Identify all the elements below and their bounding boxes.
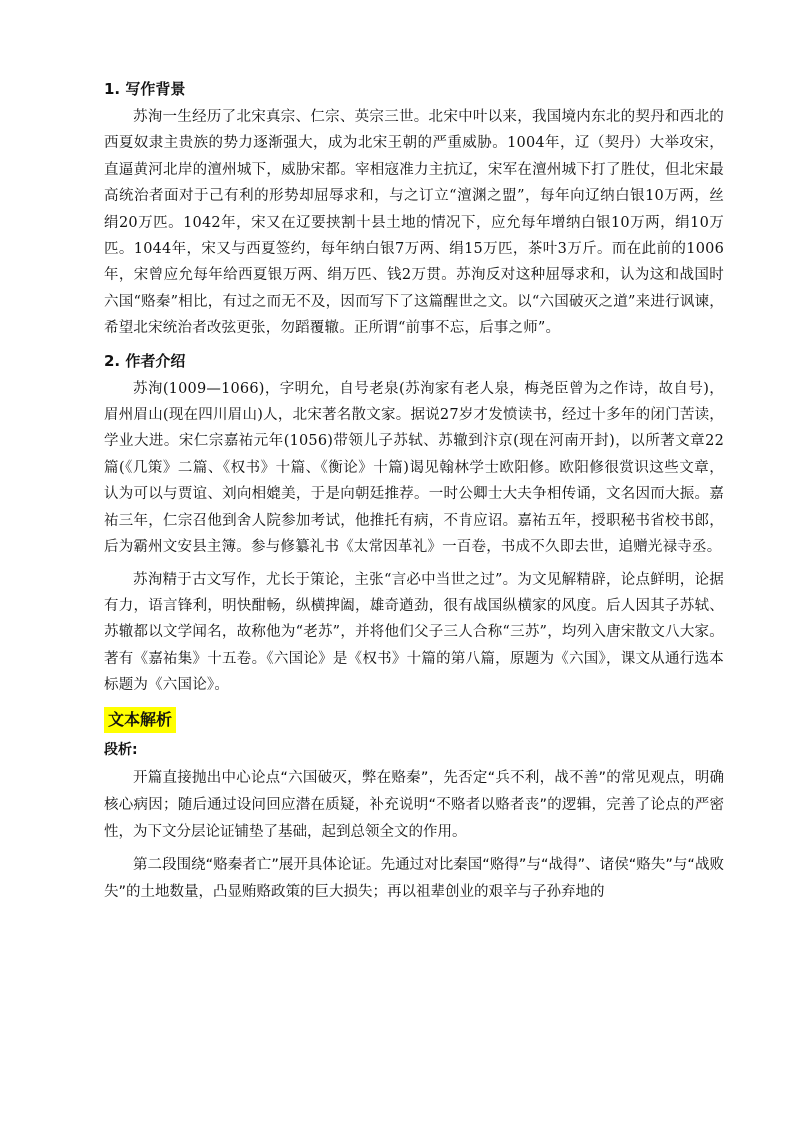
analysis-paragraph-1: 开篇直接抛出中心论点“六国破灭，弊在赂秦”，先否定“兵不利，战不善”的常见观点，明确核心病因；随后通过设问回应潜在质疑，补充说明“不赂者以赂者丧”的逻辑，完善了论点的严密性，为下文分层论证铺垫了基础，起到总领全文的作用。 <box>104 769 724 840</box>
document-body <box>104 76 724 906</box>
analysis-paragraph-2: 第二段围绕“赂秦者亡”展开具体论证。先通过对比秦国“赂得”与“战得”、诸侯“赂失”与“战败失”的土地数量，凸显贿赂政策的巨大损失；再以祖辈创业的艰辛与子孙弃地的 <box>104 856 724 900</box>
section-heading-author: 2. 作者介绍 <box>104 351 186 370</box>
author-paragraph-1: 苏洵(1009—1066)，字明允，自号老泉(苏洵家有老人泉，梅尧臣曾为之作诗，故自号)，眉州眉山(现在四川眉山)人，北宋著名散文家。据说27岁才发愤读书，经过十多年的闭门苦读，学业大进。宋仁宗嘉祐元年(1056)带领儿子苏轼、苏辙到汴京(现在河南开封)，以所著文章22篇(《几策》二篇、《权书》十篇、《衡论》十篇)谒见翰林学士欧阳修。欧阳修很赏识这些文章，认为可以与贾谊、刘向相媲美，于是向朝廷推荐。一时公卿士大夫争相传诵，文名因而大振。嘉祐三年，仁宗召他到舍人院参加考试，他推托有病，不肯应诏。嘉祐五年，授职秘书省校书郎，后为霸州文安县主簿。参与修纂礼书《太常因革礼》一百卷，书成不久即去世，追赠光禄寺丞。 <box>104 380 724 556</box>
analysis-section-title: 文本解析 <box>104 707 176 733</box>
section-heading-background: 1. 写作背景 <box>104 80 186 98</box>
background-paragraph: 苏洵一生经历了北宋真宗、仁宗、英宗三世。北宋中叶以来，我国境内东北的契丹和西北的西夏奴隶主贵族的势力逐渐强大，成为北宋王朝的严重威胁。1004年，辽（契丹）大举攻宋，直逼黄河北岸的澶州城下，威胁宋都。宰相寇准力主抗辽，宋军在澶州城下打了胜仗，但北宋最高统治者面对于己有利的形势却屈辱求和，与之订立“澶渊之盟”，每年向辽纳白银10万两，丝绢20万匹。1042年，宋又在辽要挟割十县土地的情况下，应允每年增纳白银10万两，绢10万匹。1044年，宋又与西夏签约，每年纳白银7万两、绢15万匹，茶叶3万斤。而在此前的1006年，宋曾应允每年给西夏银万两、绢万匹、钱2万贯。苏洵反对这种屈辱求和，认为这和战国时六国“赂秦”相比，有过之而无不及，因而写下了这篇醒世之文。以“六国破灭之道”来进行讽谏，希望北宋统治者改弦更张，勿蹈覆辙。正所谓“前事不忘，后事之师”。 <box>104 109 724 337</box>
author-paragraph-2: 苏洵精于古文写作，尤长于策论，主张“言必中当世之过”。为文见解精辟，论点鲜明，论据有力，语言锋利，明快酣畅，纵横捭阖，雄奇遒劲，很有战国纵横家的风度。后人因其子苏轼、苏辙都以文学闻名，故称他为“老苏”，并将他们父子三人合称“三苏”，均列入唐宋散文八大家。著有《嘉祐集》十五卷。《六国论》是《权书》十篇的第八篇，原题为《六国》，课文从通行选本标题为《六国论》。 <box>104 571 724 694</box>
analysis-label: 段析: <box>104 741 138 758</box>
